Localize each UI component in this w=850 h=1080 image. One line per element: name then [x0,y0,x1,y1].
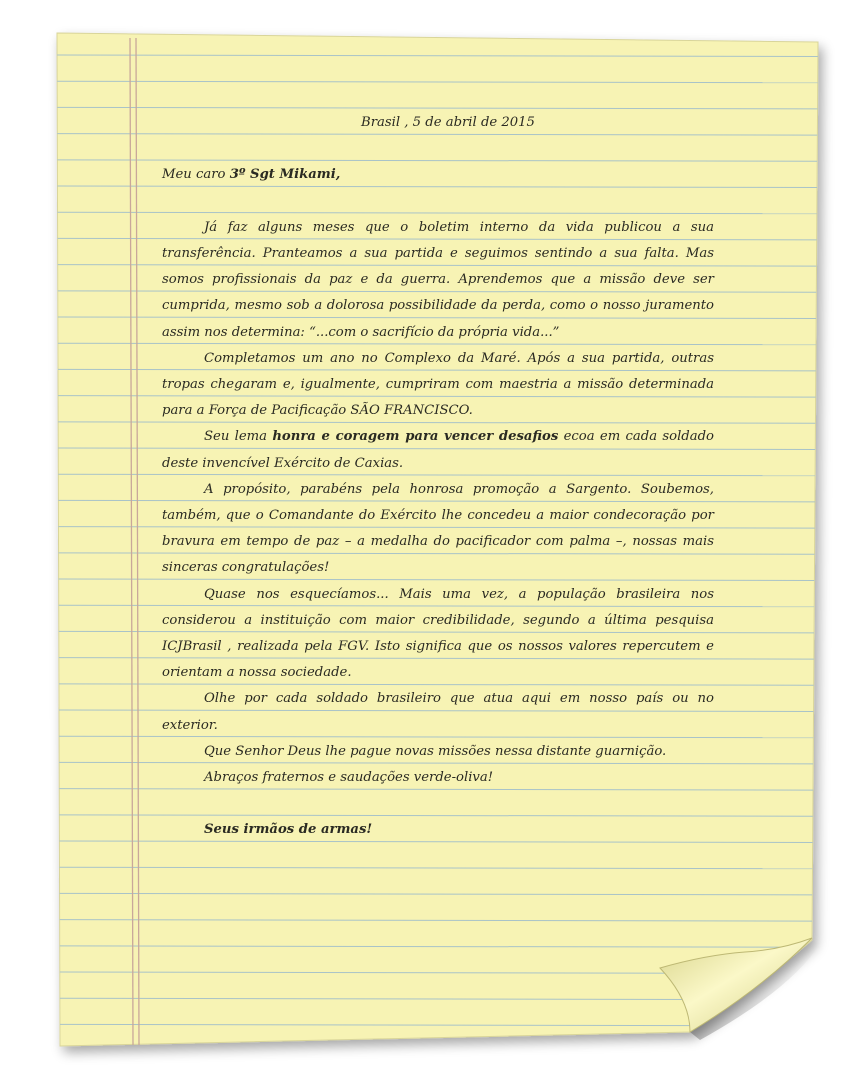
greeting-prefix: Meu caro [162,167,226,183]
paragraph-4: A propósito, parabéns pela honrosa promoção a Sargento. Soubemos, também, que o Comandante do Exército lhe concedeu a maior condecoração por bravura em tempo de paz – a medalha do pacificador com palma –, nossas mais sinceras congratulações! [162,481,714,576]
paragraph-5: Quase nos esquecíamos... Mais uma vez, a população brasileira nos considerou a instituição com maior credibilidade, segundo a última pesquisa ICJBrasil , realizada pela FGV. Isto significa que os nossos valores repercutem e orientam a nossa sociedade. [162,586,714,681]
paragraph-8: Abraços fraternos e saudações verde-oliva! [204,770,494,786]
greeting-name: 3º Sgt Mikami, [229,167,341,183]
paragraph-1: Já faz alguns meses que o boletim interno da vida publicou a sua transferência. Pranteamos a sua partida e seguimos sentindo a sua falta. Mas somos profissionais da paz e da guerra. Aprendemos que a missão deve ser cumprida, mesmo sob a dolorosa possibilidade da perda, como o nosso juramento assim nos determina: “...com o sacrifício da própria vida...” [162,219,714,340]
handwritten-letter [162,110,714,844]
paragraph-3-end: ecoa em cada soldado deste invencível Exército de Caxias. [162,429,714,471]
signature-text: Seus irmãos de armas! [204,822,373,838]
paragraph-3-start: Seu lema [204,429,268,445]
army-motto: honra e coragem para vencer desafios [272,429,559,445]
date-line: Brasil , 5 de abril de 2015 [361,115,535,130]
paragraph-6: Olhe por cada soldado brasileiro que atua aqui em nosso país ou no exterior. [162,691,714,733]
signature [162,817,714,843]
paragraph-3 [162,424,714,476]
greeting [162,162,714,188]
paragraph-7: Que Senhor Deus lhe pague novas missões nessa distante guarnição. [204,743,667,759]
paragraph-2: Completamos um ano no Complexo da Maré. Após a sua partida, outras tropas chegaram e, igualmente, cumpriram com maestria a missão determinada para a Força de Pacificação SÃO FRANCISCO. [162,350,714,419]
spacer [162,791,714,817]
